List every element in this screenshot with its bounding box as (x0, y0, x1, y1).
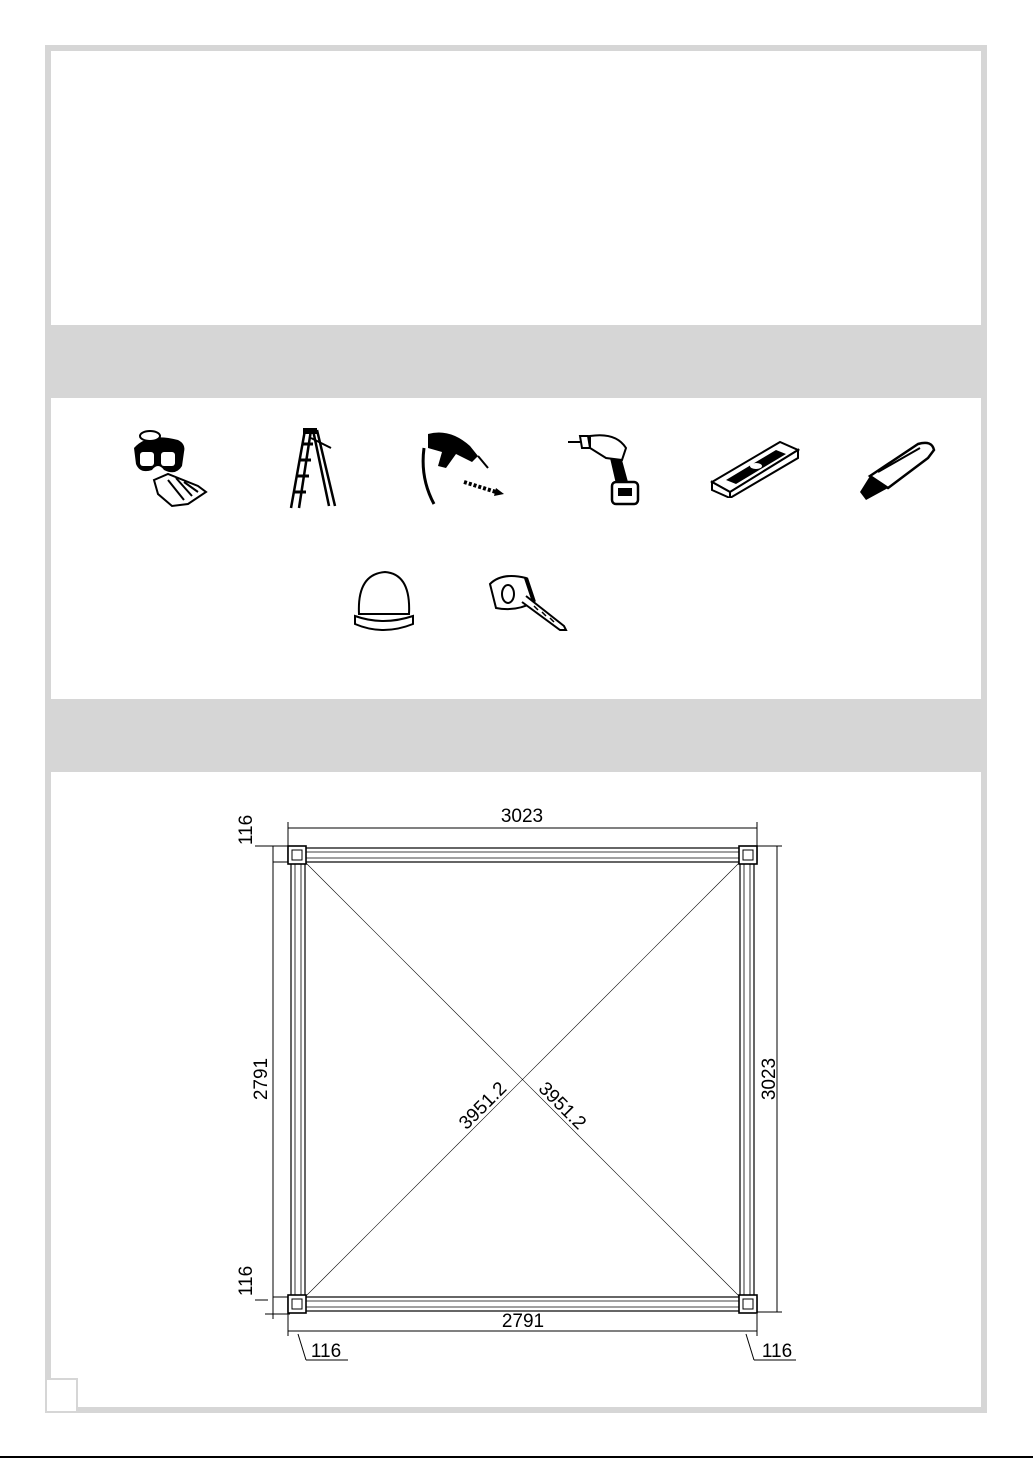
bottom-beam (288, 1297, 757, 1311)
top-width-label: 3023 (500, 806, 544, 827)
diagonal-1-label: 3951.2 (455, 1078, 512, 1135)
post-top-right (739, 846, 757, 864)
post-bottom-left-x-label: 116 (310, 1341, 342, 1362)
left-height-label: 2791 (251, 1057, 272, 1101)
page-number-box (45, 1378, 78, 1413)
top-beam (288, 848, 757, 862)
bottom-width-label: 2791 (501, 1311, 545, 1332)
post-top-left (288, 846, 306, 864)
post-bottom-right-x-label: 116 (761, 1341, 793, 1362)
right-beam (740, 848, 754, 1311)
left-beam (291, 848, 305, 1311)
post-bottom-right (739, 1295, 757, 1313)
post-bottom-left (288, 1295, 306, 1313)
post-top-left-label: 116 (236, 814, 257, 846)
post-bottom-left-label: 116 (236, 1265, 257, 1297)
diagonal-2-label: 3951.2 (533, 1078, 590, 1135)
right-height-label: 3023 (759, 1057, 780, 1101)
